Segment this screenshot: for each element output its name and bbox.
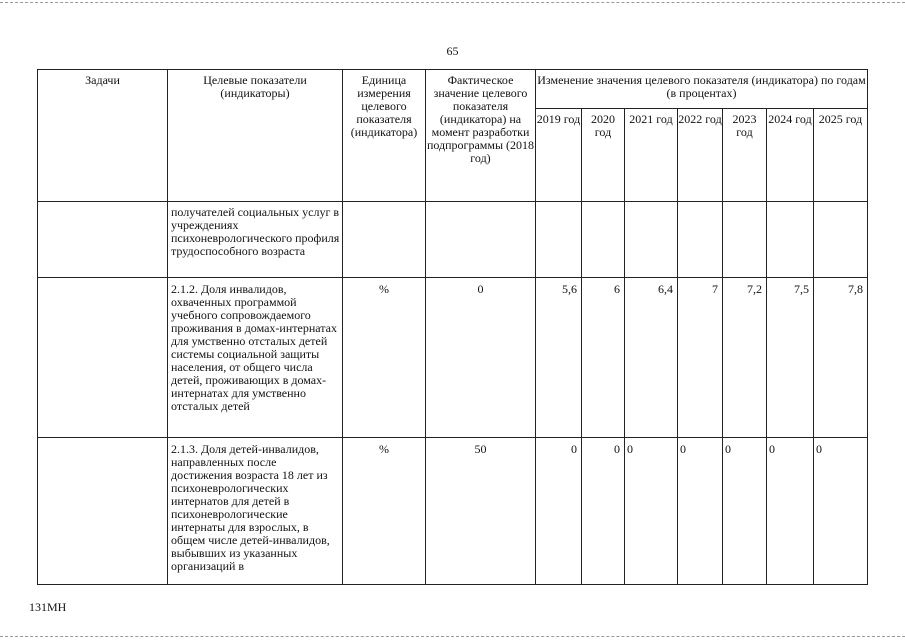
indicator-cell: получателей социальных услуг в учреждениях психоневрологического профиля трудоспособного возраста	[168, 202, 343, 278]
actual-cell: 0	[426, 278, 536, 438]
table-row	[38, 278, 868, 438]
value-cell	[814, 202, 868, 278]
task-cell	[38, 202, 168, 278]
header-actual-value: Фактическое значение целевого показателя (индикатора) на момент разработки подпрограммы (2018 год)	[426, 70, 536, 202]
value-cell: 0	[536, 438, 582, 585]
header-indicators: Целевые показатели (индикаторы)	[168, 70, 343, 202]
value-cell	[536, 202, 582, 278]
value-cell: 0	[582, 438, 625, 585]
header-tasks: Задачи	[38, 70, 168, 202]
header-year: 2024 год	[767, 109, 814, 202]
page-number: 65	[446, 44, 459, 58]
unit-cell: %	[343, 278, 426, 438]
document-code: 131МН	[29, 600, 67, 614]
value-cell: 0	[767, 438, 814, 585]
header-change-by-year: Изменение значения целевого показателя (индикатора) по годам (в процентах)	[536, 70, 868, 109]
indicators-table	[37, 69, 868, 585]
value-cell: 0	[625, 438, 678, 585]
table-row	[38, 202, 868, 278]
value-cell: 0	[678, 438, 723, 585]
scan-edge-bottom	[0, 636, 905, 637]
value-cell: 6	[582, 278, 625, 438]
value-cell: 7	[678, 278, 723, 438]
value-cell	[767, 202, 814, 278]
header-year: 2023 год	[723, 109, 767, 202]
header-unit: Единица измерения целевого показателя (индикатора)	[343, 70, 426, 202]
value-cell	[723, 202, 767, 278]
value-cell: 6,4	[625, 278, 678, 438]
value-cell	[678, 202, 723, 278]
unit-cell: %	[343, 438, 426, 585]
value-cell	[582, 202, 625, 278]
actual-cell: 50	[426, 438, 536, 585]
indicator-cell: 2.1.3. Доля детей-инвалидов, направленных после достижения возраста 18 лет из психоневрологических интернатов для детей в психоневрологические интернаты для взрослых, в общем числе детей-инвалидов, выбывших из указанных организаций в	[168, 438, 343, 585]
value-cell: 0	[814, 438, 868, 585]
value-cell: 5,6	[536, 278, 582, 438]
task-cell	[38, 278, 168, 438]
header-year: 2019 год	[536, 109, 582, 202]
table-row	[38, 438, 868, 585]
value-cell: 7,2	[723, 278, 767, 438]
header-year: 2022 год	[678, 109, 723, 202]
unit-cell	[343, 202, 426, 278]
value-cell: 0	[723, 438, 767, 585]
header-year: 2021 год	[625, 109, 678, 202]
header-year: 2025 год	[814, 109, 868, 202]
value-cell: 7,8	[814, 278, 868, 438]
value-cell: 7,5	[767, 278, 814, 438]
value-cell	[625, 202, 678, 278]
indicator-cell: 2.1.2. Доля инвалидов, охваченных программой учебного сопровождаемого проживания в домах-интернатах для умственно отсталых детей системы социальной защиты населения, от общего числа детей, проживающих в домах-интернатах для умственно отсталых детей	[168, 278, 343, 438]
header-year: 2020 год	[582, 109, 625, 202]
scan-edge-top	[0, 2, 905, 3]
task-cell	[38, 438, 168, 585]
actual-cell	[426, 202, 536, 278]
